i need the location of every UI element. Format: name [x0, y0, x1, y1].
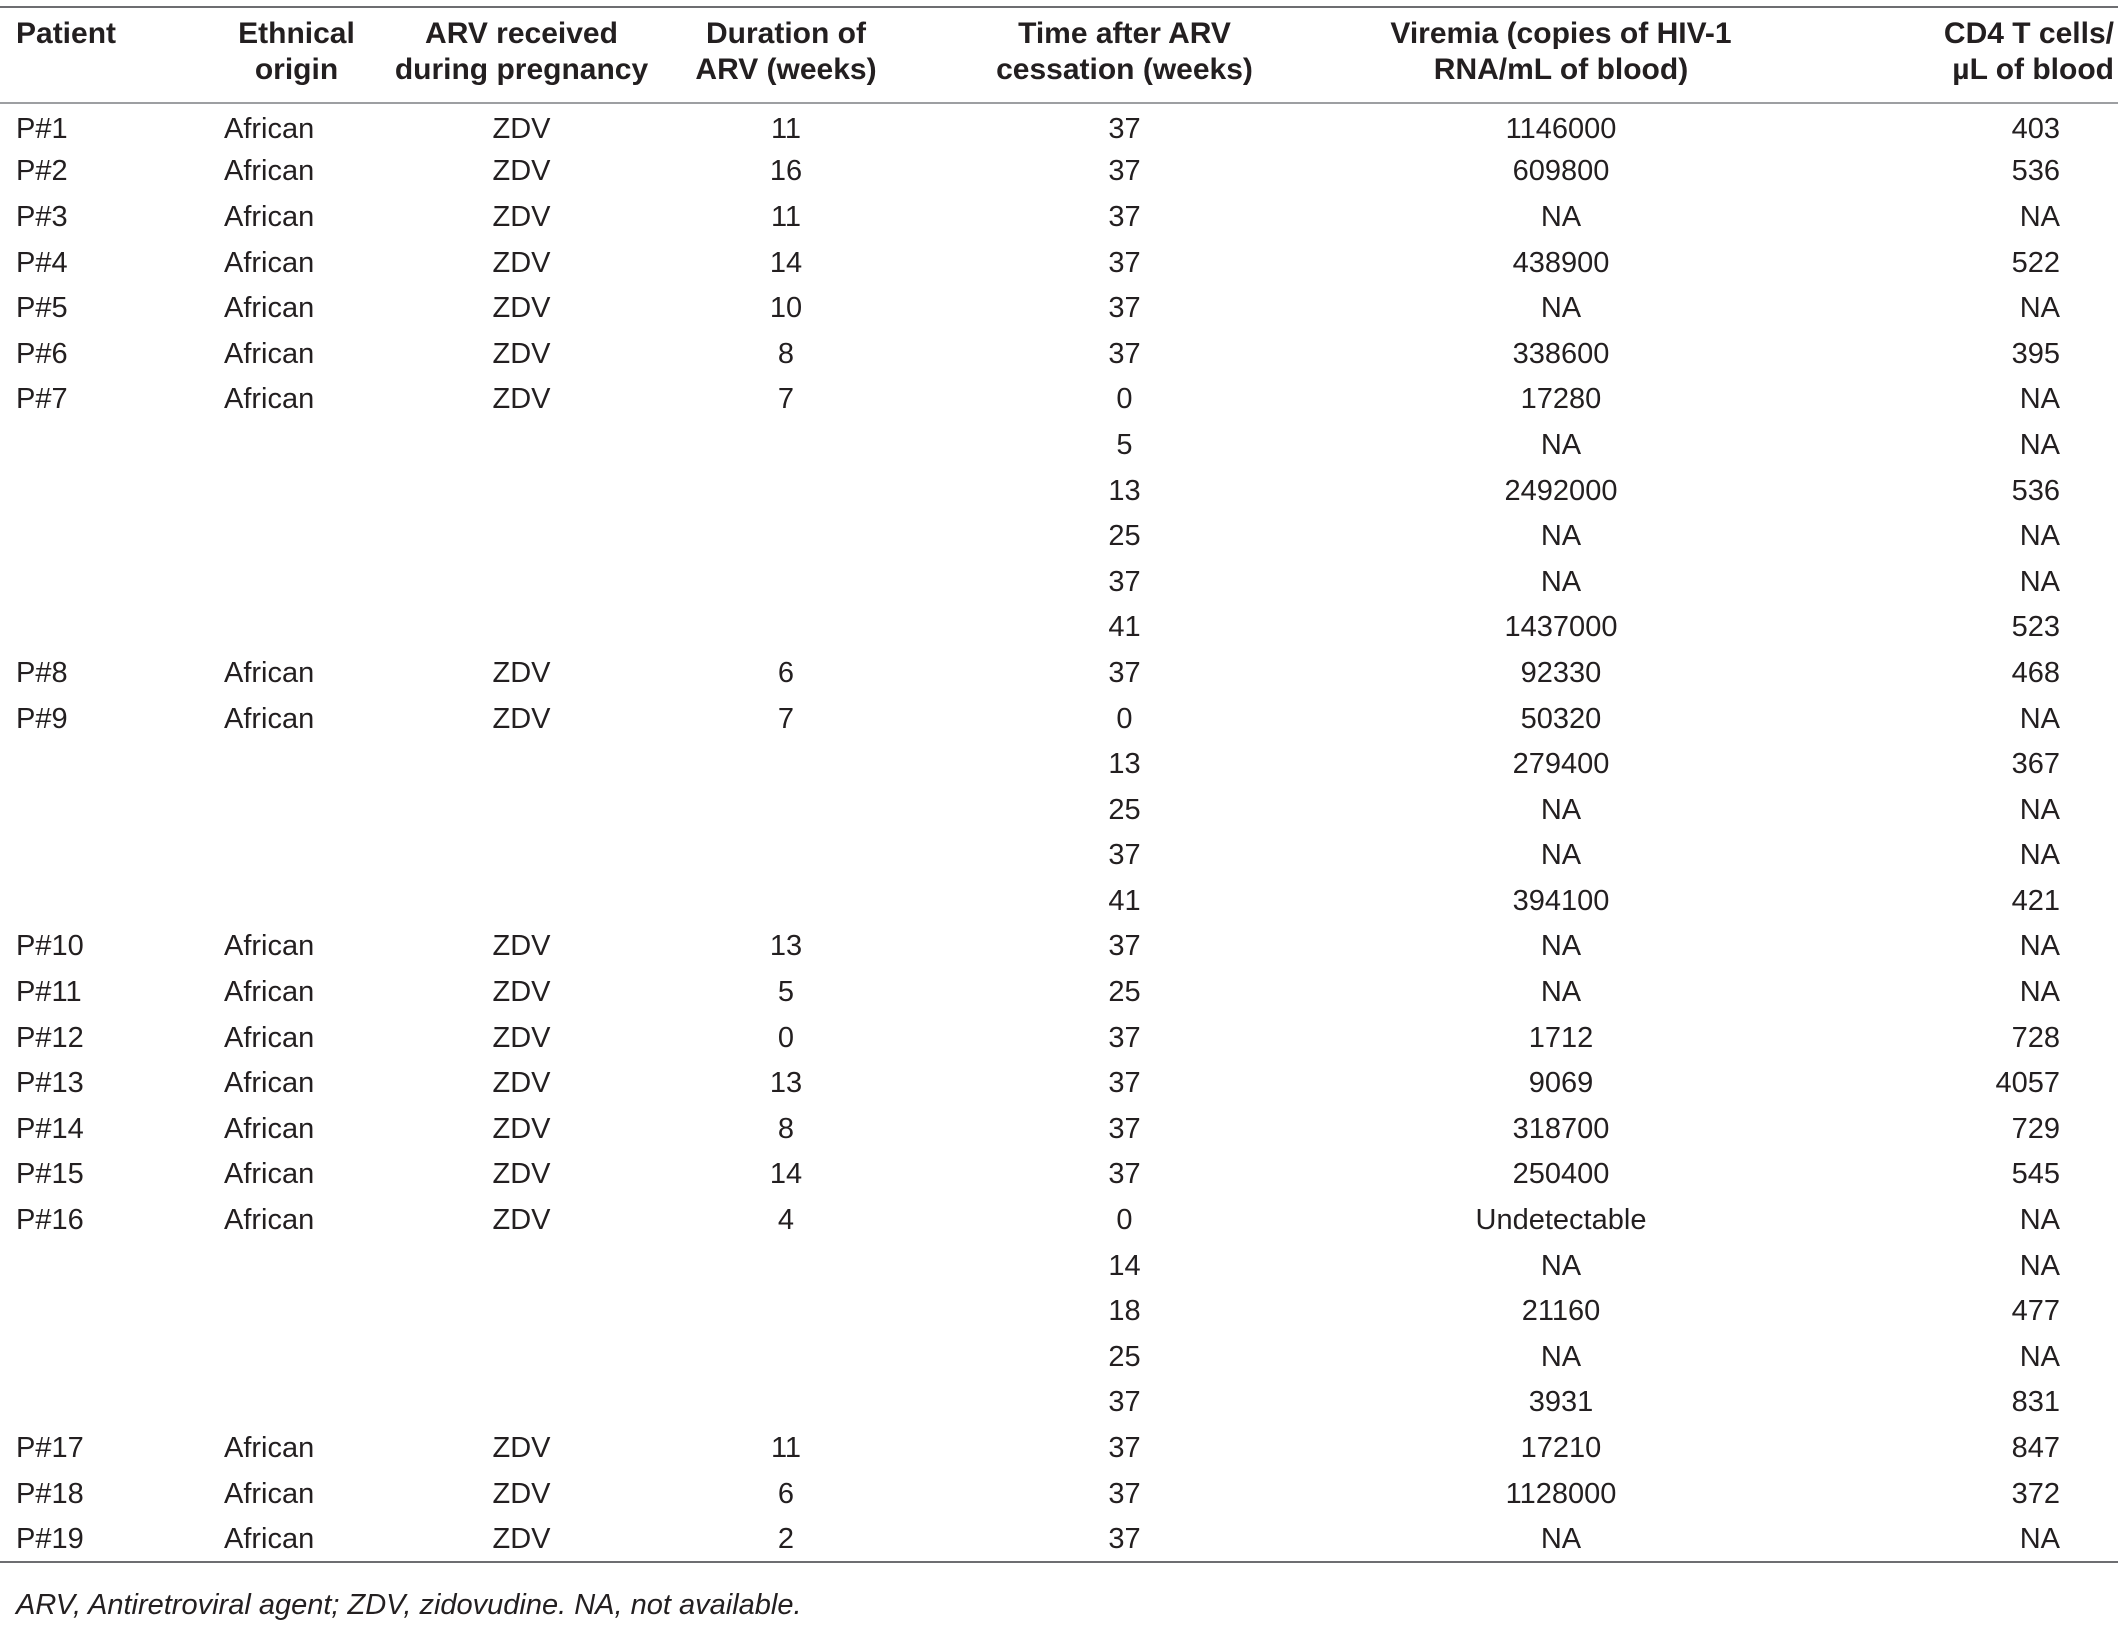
time-cell: 37 [1108, 565, 1141, 598]
time-cell: 37 [1108, 200, 1141, 233]
patient-cell [0, 422, 210, 468]
ethnical-origin-cell: African [224, 200, 315, 233]
table-row [0, 331, 2118, 377]
arv-cell: ZDV [492, 337, 551, 370]
time-cell: 41 [1108, 884, 1141, 917]
table-row [0, 1015, 2118, 1061]
header-arv-received [383, 7, 660, 103]
patient-cell: P#19 [16, 1522, 84, 1555]
ethnical-origin-cell: African [224, 155, 315, 188]
arv-cell: ZDV [492, 1432, 551, 1465]
duration-cell [660, 833, 912, 879]
ethnical-origin-cell: African [224, 656, 315, 689]
arv-cell: ZDV [492, 702, 551, 735]
duration-cell [660, 513, 912, 559]
duration-cell [660, 1243, 912, 1289]
header-viremia-line2: RNA/mL of blood) [1433, 53, 1689, 86]
table-row [0, 194, 2118, 240]
table-row [0, 1425, 2118, 1471]
viremia-cell: 3931 [1528, 1386, 1594, 1419]
table-row [0, 1060, 2118, 1106]
ethnical-origin-cell: African [224, 1112, 315, 1145]
table-row [0, 1516, 2118, 1562]
duration-cell: 8 [777, 1112, 795, 1145]
patient-cell: P#1 [16, 113, 68, 146]
viremia-cell: 50320 [1520, 702, 1602, 735]
ethnical-origin-cell [210, 1334, 383, 1380]
patient-cell [0, 468, 210, 514]
ethnical-origin-cell [210, 1243, 383, 1289]
cd4-cell: NA [2019, 520, 2060, 553]
arv-cell [383, 605, 660, 651]
cd4-cell: 403 [2011, 113, 2060, 146]
arv-cell: ZDV [492, 383, 551, 416]
ethnical-origin-cell: African [224, 976, 315, 1009]
patient-cell: P#16 [16, 1204, 84, 1237]
arv-cell [383, 513, 660, 559]
duration-cell [660, 1334, 912, 1380]
arv-cell [383, 468, 660, 514]
header-row [0, 7, 2118, 103]
header-cd4 [1785, 7, 2118, 103]
time-cell: 0 [1116, 702, 1133, 735]
header-arv-line1: ARV received [425, 17, 618, 50]
ethnical-origin-cell [210, 1288, 383, 1334]
cd4-cell: NA [2019, 292, 2060, 325]
table-row [0, 468, 2118, 514]
time-cell: 37 [1108, 1432, 1141, 1465]
cd4-cell: 4057 [1995, 1067, 2060, 1100]
table-row [0, 1380, 2118, 1426]
table-row [0, 285, 2118, 331]
time-cell: 25 [1108, 976, 1141, 1009]
cd4-cell: NA [2019, 702, 2060, 735]
viremia-cell: 2492000 [1504, 474, 1618, 507]
ethnical-origin-cell [210, 787, 383, 833]
table-row [0, 1288, 2118, 1334]
ethnical-origin-cell: African [224, 383, 315, 416]
duration-cell: 11 [770, 200, 802, 233]
arv-cell: ZDV [492, 155, 551, 188]
patient-cell: P#7 [16, 383, 68, 416]
duration-cell [660, 1288, 912, 1334]
header-cd4-line1: CD4 T cells/ [1943, 17, 2114, 50]
patient-cell: P#14 [16, 1112, 84, 1145]
patient-cell: P#13 [16, 1067, 84, 1100]
viremia-cell: 21160 [1521, 1295, 1601, 1328]
patient-cell: P#2 [16, 155, 68, 188]
arv-cell [383, 741, 660, 787]
table-row [0, 422, 2118, 468]
ethnical-origin-cell: African [224, 1477, 315, 1510]
duration-cell: 6 [777, 656, 795, 689]
header-duration [660, 7, 912, 103]
viremia-cell: 1128000 [1505, 1477, 1617, 1510]
ethnical-origin-cell: African [224, 930, 315, 963]
time-cell: 37 [1108, 1067, 1141, 1100]
cd4-cell: 847 [2011, 1432, 2060, 1465]
viremia-cell: NA [1540, 1522, 1582, 1555]
cd4-cell: 729 [2011, 1112, 2060, 1145]
table-row [0, 1106, 2118, 1152]
viremia-cell: NA [1540, 292, 1582, 325]
table-row [0, 833, 2118, 879]
time-cell: 18 [1108, 1295, 1141, 1328]
table-row [0, 559, 2118, 605]
duration-cell: 14 [769, 1158, 803, 1191]
time-cell: 37 [1108, 155, 1141, 188]
cd4-cell: NA [2019, 428, 2060, 461]
patient-cell [0, 1243, 210, 1289]
duration-cell: 8 [777, 337, 795, 370]
arv-cell: ZDV [492, 1067, 551, 1100]
ethnical-origin-cell: African [224, 292, 315, 325]
viremia-cell: 250400 [1512, 1158, 1610, 1191]
patient-cell: P#17 [16, 1432, 84, 1465]
patient-cell: P#18 [16, 1477, 84, 1510]
duration-cell [660, 559, 912, 605]
viremia-cell: 1437000 [1504, 611, 1618, 644]
time-cell: 0 [1116, 383, 1133, 416]
cd4-cell: NA [2019, 976, 2060, 1009]
duration-cell [660, 605, 912, 651]
time-cell: 13 [1108, 748, 1141, 781]
duration-cell [660, 787, 912, 833]
table-row [0, 605, 2118, 651]
cd4-cell: NA [2019, 1204, 2060, 1237]
duration-cell [660, 422, 912, 468]
time-cell: 37 [1108, 246, 1141, 279]
time-cell: 37 [1108, 1522, 1141, 1555]
viremia-cell: NA [1540, 200, 1582, 233]
duration-cell [660, 878, 912, 924]
viremia-cell: 609800 [1512, 155, 1610, 188]
header-cd4-line2: µL of blood [1952, 53, 2114, 86]
viremia-cell: 1146000 [1505, 113, 1617, 146]
patient-cell [0, 1380, 210, 1426]
time-cell: 13 [1108, 474, 1141, 507]
duration-cell: 11 [770, 113, 802, 146]
patient-data-table [0, 6, 2118, 1563]
arv-cell: ZDV [492, 292, 551, 325]
arv-cell: ZDV [492, 930, 551, 963]
cd4-cell: 522 [2011, 246, 2060, 279]
viremia-cell: 394100 [1512, 884, 1610, 917]
time-cell: 5 [1116, 428, 1133, 461]
duration-cell: 0 [777, 1021, 795, 1054]
time-cell: 25 [1108, 520, 1141, 553]
ethnical-origin-cell [210, 741, 383, 787]
cd4-cell: 367 [2011, 748, 2060, 781]
duration-cell [660, 468, 912, 514]
patient-cell: P#11 [16, 976, 82, 1009]
ethnical-origin-cell [210, 468, 383, 514]
duration-cell: 5 [777, 976, 795, 1009]
duration-cell: 7 [777, 383, 795, 416]
arv-cell [383, 1334, 660, 1380]
duration-cell: 10 [769, 292, 803, 325]
table-row [0, 969, 2118, 1015]
time-cell: 25 [1108, 793, 1141, 826]
duration-cell: 11 [770, 1432, 802, 1465]
time-cell: 41 [1108, 611, 1141, 644]
duration-cell: 13 [769, 930, 803, 963]
patient-cell: P#9 [16, 702, 68, 735]
patient-cell: P#6 [16, 337, 68, 370]
table-footnote: ARV, Antiretroviral agent; ZDV, zidovudine. NA, not available. [16, 1589, 802, 1621]
patient-cell [0, 513, 210, 559]
ethnical-origin-cell [210, 878, 383, 924]
arv-cell: ZDV [492, 1021, 551, 1054]
time-cell: 37 [1108, 292, 1141, 325]
cd4-cell: 395 [2011, 337, 2060, 370]
cd4-cell: NA [2019, 1249, 2060, 1282]
table-row [0, 149, 2118, 195]
cd4-cell: NA [2019, 930, 2060, 963]
table-row [0, 240, 2118, 286]
viremia-cell: NA [1540, 976, 1582, 1009]
patient-cell: P#3 [16, 200, 68, 233]
patient-cell [0, 741, 210, 787]
viremia-cell: NA [1540, 1340, 1582, 1373]
arv-cell [383, 422, 660, 468]
table-row [0, 1334, 2118, 1380]
cd4-cell: NA [2019, 793, 2060, 826]
viremia-cell: 92330 [1520, 656, 1602, 689]
ethnical-origin-cell: African [224, 337, 315, 370]
time-cell: 25 [1108, 1340, 1141, 1373]
patient-cell [0, 1288, 210, 1334]
cd4-cell: 831 [2011, 1386, 2060, 1419]
duration-cell: 6 [777, 1477, 795, 1510]
cd4-cell: NA [2019, 383, 2060, 416]
cd4-cell: 372 [2011, 1477, 2060, 1510]
viremia-cell: 318700 [1512, 1112, 1610, 1145]
duration-cell: 13 [769, 1067, 803, 1100]
ethnical-origin-cell [210, 513, 383, 559]
patient-cell: P#5 [16, 292, 68, 325]
patient-cell [0, 605, 210, 651]
cd4-cell: 728 [2011, 1021, 2060, 1054]
ethnical-origin-cell: African [224, 1021, 315, 1054]
ethnical-origin-cell: African [224, 113, 315, 146]
ethnical-origin-cell: African [224, 1204, 315, 1237]
header-origin-line2: origin [254, 53, 339, 86]
time-cell: 37 [1108, 1386, 1141, 1419]
time-cell: 37 [1108, 113, 1141, 146]
viremia-cell: NA [1540, 1249, 1582, 1282]
cd4-cell: 545 [2011, 1158, 2060, 1191]
time-cell: 37 [1108, 1477, 1141, 1510]
header-patient [0, 7, 210, 103]
header-time-line2: cessation (weeks) [996, 53, 1253, 86]
ethnical-origin-cell: African [224, 1522, 315, 1555]
duration-cell: 7 [777, 702, 795, 735]
viremia-cell: NA [1540, 565, 1582, 598]
arv-cell: ZDV [492, 1112, 551, 1145]
ethnical-origin-cell [210, 833, 383, 879]
cd4-cell: NA [2019, 1340, 2060, 1373]
time-cell: 37 [1108, 930, 1141, 963]
viremia-cell: NA [1540, 839, 1582, 872]
arv-cell: ZDV [492, 656, 551, 689]
header-arv-line2: during pregnancy [394, 53, 649, 86]
cd4-cell: 523 [2011, 611, 2060, 644]
cd4-cell: NA [2019, 1522, 2060, 1555]
arv-cell [383, 1380, 660, 1426]
patient-cell [0, 787, 210, 833]
ethnical-origin-cell [210, 559, 383, 605]
header-viremia [1337, 7, 1785, 103]
header-duration-line2: ARV (weeks) [695, 53, 877, 86]
header-time-after-cessation [912, 7, 1337, 103]
time-cell: 14 [1108, 1249, 1141, 1282]
time-cell: 37 [1108, 839, 1141, 872]
viremia-cell: 17210 [1520, 1432, 1602, 1465]
viremia-cell: 17280 [1520, 383, 1602, 416]
arv-cell [383, 787, 660, 833]
ethnical-origin-cell: African [224, 1158, 315, 1191]
patient-cell: P#8 [16, 656, 68, 689]
time-cell: 0 [1116, 1204, 1133, 1237]
table-row [0, 787, 2118, 833]
time-cell: 37 [1108, 1021, 1141, 1054]
cd4-cell: 477 [2011, 1295, 2060, 1328]
arv-cell: ZDV [492, 1204, 551, 1237]
header-duration-line1: Duration of [706, 17, 866, 50]
table-row [0, 1152, 2118, 1198]
arv-cell: ZDV [492, 1158, 551, 1191]
arv-cell [383, 1288, 660, 1334]
duration-cell [660, 1380, 912, 1426]
time-cell: 37 [1108, 656, 1141, 689]
ethnical-origin-cell [210, 605, 383, 651]
arv-cell [383, 833, 660, 879]
table-row [0, 1243, 2118, 1289]
arv-cell: ZDV [492, 113, 551, 146]
ethnical-origin-cell: African [224, 1432, 315, 1465]
patient-cell: P#12 [16, 1021, 84, 1054]
cd4-cell: NA [2019, 565, 2060, 598]
viremia-cell: 279400 [1512, 748, 1610, 781]
viremia-cell: 438900 [1512, 246, 1610, 279]
table-row [0, 103, 2118, 149]
ethnical-origin-cell: African [224, 1067, 315, 1100]
table-row [0, 1471, 2118, 1517]
header-viremia-line1: Viremia (copies of HIV-1 [1390, 17, 1732, 50]
arv-cell [383, 559, 660, 605]
patient-cell: P#4 [16, 246, 68, 279]
time-cell: 37 [1108, 1112, 1141, 1145]
duration-cell: 14 [769, 246, 803, 279]
duration-cell: 2 [777, 1522, 795, 1555]
viremia-cell: Undetectable [1475, 1204, 1647, 1237]
duration-cell: 4 [777, 1204, 795, 1237]
patient-cell [0, 833, 210, 879]
ethnical-origin-cell: African [224, 702, 315, 735]
time-cell: 37 [1108, 337, 1141, 370]
viremia-cell: NA [1540, 520, 1582, 553]
cd4-cell: 468 [2011, 656, 2060, 689]
table-row [0, 924, 2118, 970]
cd4-cell: 536 [2011, 474, 2060, 507]
viremia-cell: 1712 [1528, 1021, 1594, 1054]
table-row [0, 878, 2118, 924]
viremia-cell: 338600 [1512, 337, 1610, 370]
table-header [0, 7, 2118, 103]
duration-cell: 16 [769, 155, 803, 188]
arv-cell: ZDV [492, 1477, 551, 1510]
arv-cell [383, 1243, 660, 1289]
arv-cell [383, 878, 660, 924]
ethnical-origin-cell [210, 422, 383, 468]
ethnical-origin-cell [210, 1380, 383, 1426]
viremia-cell: NA [1540, 428, 1582, 461]
table-row [0, 696, 2118, 742]
cd4-cell: NA [2019, 839, 2060, 872]
patient-cell: P#15 [16, 1158, 84, 1191]
table-row [0, 1197, 2118, 1243]
viremia-cell: NA [1540, 930, 1582, 963]
patient-cell [0, 1334, 210, 1380]
table-row [0, 650, 2118, 696]
cd4-cell: 536 [2011, 155, 2060, 188]
viremia-cell: 9069 [1528, 1067, 1594, 1100]
table-body [0, 103, 2118, 1562]
header-origin-line1: Ethnical [238, 17, 355, 50]
arv-cell: ZDV [492, 246, 551, 279]
arv-cell: ZDV [492, 976, 551, 1009]
patient-cell: P#10 [16, 930, 84, 963]
table-row [0, 741, 2118, 787]
header-ethnical-origin [210, 7, 383, 103]
header-time-line1: Time after ARV [1018, 17, 1231, 50]
viremia-cell: NA [1540, 793, 1582, 826]
patient-cell [0, 878, 210, 924]
time-cell: 37 [1108, 1158, 1141, 1191]
table-row [0, 377, 2118, 423]
ethnical-origin-cell: African [224, 246, 315, 279]
cd4-cell: NA [2019, 200, 2060, 233]
cd4-cell: 421 [2011, 884, 2060, 917]
header-patient-label: Patient [16, 17, 117, 50]
table-row [0, 513, 2118, 559]
duration-cell [660, 741, 912, 787]
arv-cell: ZDV [492, 200, 551, 233]
patient-cell [0, 559, 210, 605]
arv-cell: ZDV [492, 1522, 551, 1555]
